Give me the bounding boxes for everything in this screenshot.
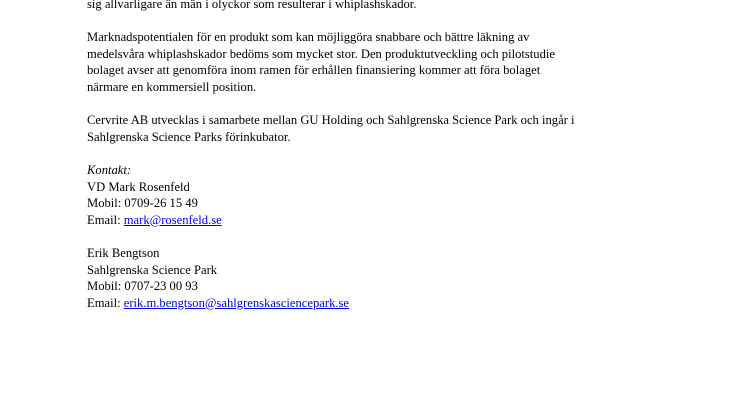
email-label: Email: — [87, 212, 124, 227]
paragraph-gap — [87, 96, 707, 113]
partner-paragraph-line: Cervrite AB utvecklas i samarbete mellan GU Holding och Sahlgrenska Science Park och ingår i — [87, 113, 575, 128]
market-paragraph-line: bolaget avser att genomföra inom ramen för erhållen finansiering kommer att föra bolaget — [87, 63, 541, 78]
market-paragraph — [87, 29, 707, 95]
document-page — [87, 0, 707, 311]
contact-name: Erik Bengtson — [87, 245, 160, 260]
market-paragraph-line: närmare en kommersiell position. — [87, 79, 257, 94]
paragraph-gap — [87, 145, 707, 162]
contact-name: VD Mark Rosenfeld — [87, 179, 190, 194]
contact-block-ceo — [87, 162, 707, 228]
contact-mobile: Mobil: 0709-26 15 49 — [87, 196, 198, 211]
contact-mobile: Mobil: 0707-23 00 93 — [87, 279, 198, 294]
email-label: Email: — [87, 295, 124, 310]
paragraph-gap — [87, 13, 707, 30]
market-paragraph-line: medelsvåra whiplashskador bedöms som mycket stor. Den produktutveckling och pilotstudie — [87, 46, 555, 61]
contact-email-line — [87, 212, 707, 229]
contact-email-line — [87, 295, 707, 312]
partner-paragraph — [87, 112, 707, 145]
market-paragraph-line: Marknadspotentialen för en produkt som kan möjliggöra snabbare och bättre läkning av — [87, 30, 530, 45]
contact-heading: Kontakt: — [87, 162, 132, 177]
contact-block-science-park — [87, 245, 707, 311]
contact-organization: Sahlgrenska Science Park — [87, 262, 218, 277]
email-link-ceo[interactable]: mark@rosenfeld.se — [123, 212, 222, 227]
intro-tail-line: sig allvarligare än män i olyckor som resulterar i whiplashskador. — [87, 0, 417, 11]
email-link-science-park[interactable]: erik.m.bengtson@sahlgrenskasciencepark.se — [123, 295, 350, 310]
paragraph-gap — [87, 228, 707, 245]
partner-paragraph-line: Sahlgrenska Science Parks förinkubator. — [87, 129, 291, 144]
